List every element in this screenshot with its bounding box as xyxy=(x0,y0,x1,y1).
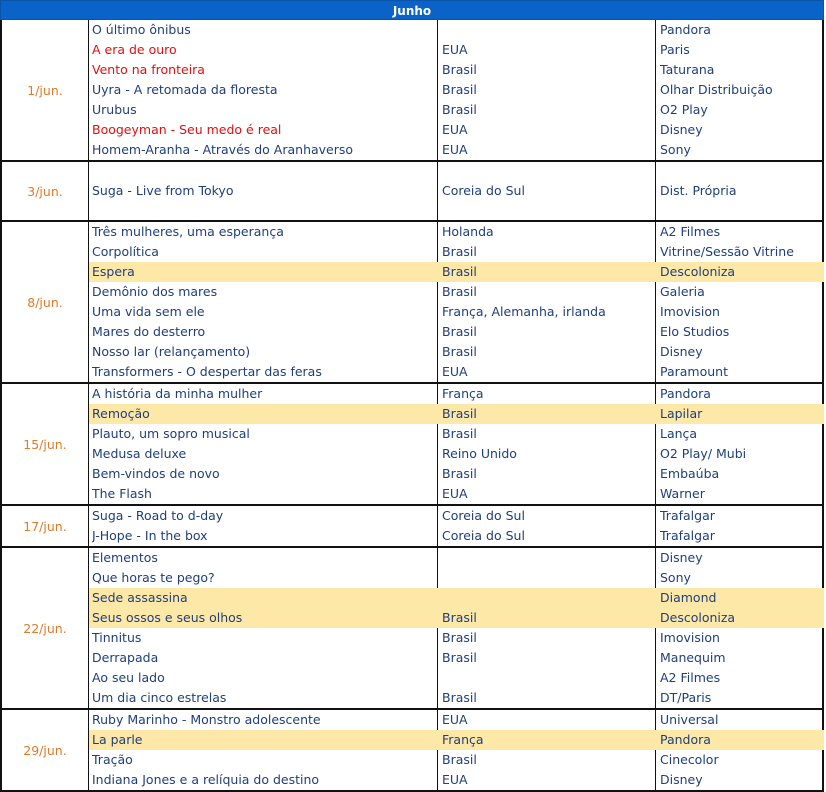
movie-title: La parle xyxy=(92,732,143,747)
date-group xyxy=(0,20,824,162)
table-row xyxy=(89,100,824,120)
movie-distributor: Pandora xyxy=(660,732,711,747)
movie-title: Bem-vindos de novo xyxy=(92,466,220,481)
table-row xyxy=(89,181,824,201)
table-row xyxy=(89,506,824,526)
movie-country: Reino Unido xyxy=(442,446,517,461)
movie-title: Seus ossos e seus olhos xyxy=(92,610,243,625)
movie-country: EUA xyxy=(442,486,468,501)
movie-title: Derrapada xyxy=(92,650,159,665)
movie-distributor: Dist. Própria xyxy=(660,183,737,198)
movie-distributor: Disney xyxy=(660,550,703,565)
movie-country: EUA xyxy=(442,42,468,57)
movie-title: Plauto, um sopro musical xyxy=(92,426,250,441)
table-row xyxy=(89,424,824,444)
date-group xyxy=(0,222,824,384)
movie-title: Remoção xyxy=(92,406,150,421)
movie-country: EUA xyxy=(442,712,468,727)
movie-country: Brasil xyxy=(442,752,477,767)
release-date: 8/jun. xyxy=(27,294,63,310)
movie-country xyxy=(442,568,656,588)
table-row xyxy=(89,282,824,302)
movie-country xyxy=(442,20,656,40)
movie-title: Espera xyxy=(92,264,135,279)
movie-title: Transformers - O despertar das feras xyxy=(92,364,322,379)
table-row xyxy=(89,242,824,262)
movie-distributor: Pandora xyxy=(660,22,711,37)
movie-distributor: Lapilar xyxy=(660,406,703,421)
movie-country xyxy=(442,668,656,688)
movie-distributor: Galeria xyxy=(660,284,705,299)
movie-country: Coreia do Sul xyxy=(442,528,525,543)
release-date: 22/jun. xyxy=(23,620,67,636)
release-date: 29/jun. xyxy=(23,742,67,758)
movie-country xyxy=(442,588,656,608)
movie-distributor: O2 Play xyxy=(660,102,708,117)
movie-distributor: Cinecolor xyxy=(660,752,719,767)
movie-title: Que horas te pego? xyxy=(92,570,215,585)
movie-country: EUA xyxy=(442,772,468,787)
movie-distributor: Disney xyxy=(660,344,703,359)
movie-country: Holanda xyxy=(442,224,494,239)
movie-country: Brasil xyxy=(442,244,477,259)
date-group xyxy=(0,710,824,792)
movie-country: EUA xyxy=(442,122,468,137)
movie-country: França xyxy=(442,386,484,401)
movie-title: Três mulheres, uma esperança xyxy=(92,224,284,239)
movie-title: Suga - Live from Tokyo xyxy=(92,183,234,198)
movie-title: Boogeyman - Seu medo é real xyxy=(92,122,282,137)
table-row xyxy=(89,262,824,282)
movie-country: Brasil xyxy=(442,82,477,97)
table-row xyxy=(89,40,824,60)
movie-title: Vento na fronteira xyxy=(92,62,205,77)
movie-distributor: Trafalgar xyxy=(660,508,715,523)
movie-title: Sede assassina xyxy=(92,590,188,605)
movie-country: Brasil xyxy=(442,690,477,705)
date-group xyxy=(0,506,824,548)
movie-distributor: A2 Filmes xyxy=(660,670,721,685)
movie-country: EUA xyxy=(442,142,468,157)
movie-title: Elementos xyxy=(92,550,158,565)
table-row xyxy=(89,648,824,668)
table-row xyxy=(89,464,824,484)
date-group xyxy=(0,548,824,710)
movie-distributor: Embaúba xyxy=(660,466,720,481)
movie-country: Brasil xyxy=(442,406,477,421)
table-row xyxy=(89,384,824,404)
movie-country: França, Alemanha, irlanda xyxy=(442,304,606,319)
movie-distributor: Imovision xyxy=(660,304,720,319)
movie-title: The Flash xyxy=(92,486,152,501)
table-row xyxy=(89,302,824,322)
table-row xyxy=(89,628,824,648)
table-row xyxy=(89,322,824,342)
movie-country: Brasil xyxy=(442,630,477,645)
release-date: 17/jun. xyxy=(23,518,67,534)
date-group xyxy=(0,162,824,222)
movie-country: Brasil xyxy=(442,426,477,441)
movie-country: Brasil xyxy=(442,650,477,665)
table-row xyxy=(89,588,824,608)
movie-title: Demônio dos mares xyxy=(92,284,218,299)
movie-title: Nosso lar (relançamento) xyxy=(92,344,251,359)
movie-title: A era de ouro xyxy=(92,42,177,57)
movie-country: EUA xyxy=(442,364,468,379)
table-row xyxy=(89,730,824,750)
table-row xyxy=(89,342,824,362)
table-row xyxy=(89,80,824,100)
table-row xyxy=(89,526,824,546)
movie-distributor: Taturana xyxy=(660,62,715,77)
movie-distributor: Elo Studios xyxy=(660,324,730,339)
movie-title: Tração xyxy=(92,752,133,767)
movie-country: França xyxy=(442,732,484,747)
table-row xyxy=(89,444,824,464)
movie-country: Brasil xyxy=(442,344,477,359)
table-row xyxy=(89,548,824,568)
movie-country: Brasil xyxy=(442,264,477,279)
movie-distributor: Disney xyxy=(660,772,703,787)
table-row xyxy=(89,120,824,140)
movie-distributor: Disney xyxy=(660,122,703,137)
movie-distributor: O2 Play/ Mubi xyxy=(660,446,747,461)
movie-title: Uma vida sem ele xyxy=(92,304,205,319)
movie-country: Coreia do Sul xyxy=(442,508,525,523)
movie-country: Brasil xyxy=(442,466,477,481)
movie-title: Tinnitus xyxy=(92,630,142,645)
movie-title: Urubus xyxy=(92,102,137,117)
movie-country: Brasil xyxy=(442,610,477,625)
movie-distributor: Manequim xyxy=(660,650,726,665)
movie-distributor: Sony xyxy=(660,142,691,157)
movie-country xyxy=(442,548,656,568)
month-header: Junho xyxy=(0,0,824,20)
table-row xyxy=(89,484,824,504)
release-date: 1/jun. xyxy=(27,82,63,98)
movie-title: Ao seu lado xyxy=(92,670,165,685)
movie-distributor: Vitrine/Sessão Vitrine xyxy=(660,244,794,259)
movie-distributor: Olhar Distribuição xyxy=(660,82,773,97)
table-row xyxy=(89,362,824,382)
movie-distributor: Imovision xyxy=(660,630,720,645)
table-row xyxy=(89,688,824,708)
movie-distributor: Lança xyxy=(660,426,698,441)
movie-country: Coreia do Sul xyxy=(442,183,525,198)
table-row xyxy=(89,608,824,628)
date-group xyxy=(0,384,824,506)
table-row xyxy=(89,20,824,40)
table-row xyxy=(89,568,824,588)
movie-title: Uyra - A retomada da floresta xyxy=(92,82,278,97)
table-row xyxy=(89,750,824,770)
release-date: 3/jun. xyxy=(27,183,63,199)
movie-distributor: Descoloniza xyxy=(660,264,736,279)
movie-title: Um dia cinco estrelas xyxy=(92,690,227,705)
table-row xyxy=(89,668,824,688)
movie-country: Brasil xyxy=(442,62,477,77)
movie-title: Ruby Marinho - Monstro adolescente xyxy=(92,712,321,727)
movie-title: Indiana Jones e a relíquia do destino xyxy=(92,772,320,787)
movie-distributor: Universal xyxy=(660,712,719,727)
movie-title: O último ônibus xyxy=(92,22,191,37)
movie-distributor: Warner xyxy=(660,486,705,501)
movie-title: Corpolítica xyxy=(92,244,159,259)
movie-country: Brasil xyxy=(442,284,477,299)
table-row xyxy=(89,710,824,730)
movie-title: J-Hope - In the box xyxy=(92,528,208,543)
release-date: 15/jun. xyxy=(23,436,67,452)
movie-distributor: Paramount xyxy=(660,364,729,379)
table-row xyxy=(89,770,824,790)
table-row xyxy=(89,222,824,242)
movie-distributor: Descoloniza xyxy=(660,610,736,625)
movie-distributor: Diamond xyxy=(660,590,717,605)
table-row xyxy=(89,404,824,424)
movie-distributor: Trafalgar xyxy=(660,528,715,543)
movie-distributor: Pandora xyxy=(660,386,711,401)
movie-distributor: Sony xyxy=(660,570,691,585)
movie-distributor: DT/Paris xyxy=(660,690,712,705)
movie-title: A história da minha mulher xyxy=(92,386,263,401)
movie-title: Suga - Road to d-day xyxy=(92,508,224,523)
movie-title: Medusa deluxe xyxy=(92,446,187,461)
movie-distributor: A2 Filmes xyxy=(660,224,721,239)
movie-distributor: Paris xyxy=(660,42,690,57)
table-row xyxy=(89,140,824,160)
table-row xyxy=(89,60,824,80)
movie-country: Brasil xyxy=(442,102,477,117)
movie-country: Brasil xyxy=(442,324,477,339)
movie-title: Homem-Aranha - Através do Aranhaverso xyxy=(92,142,354,157)
movie-title: Mares do desterro xyxy=(92,324,206,339)
